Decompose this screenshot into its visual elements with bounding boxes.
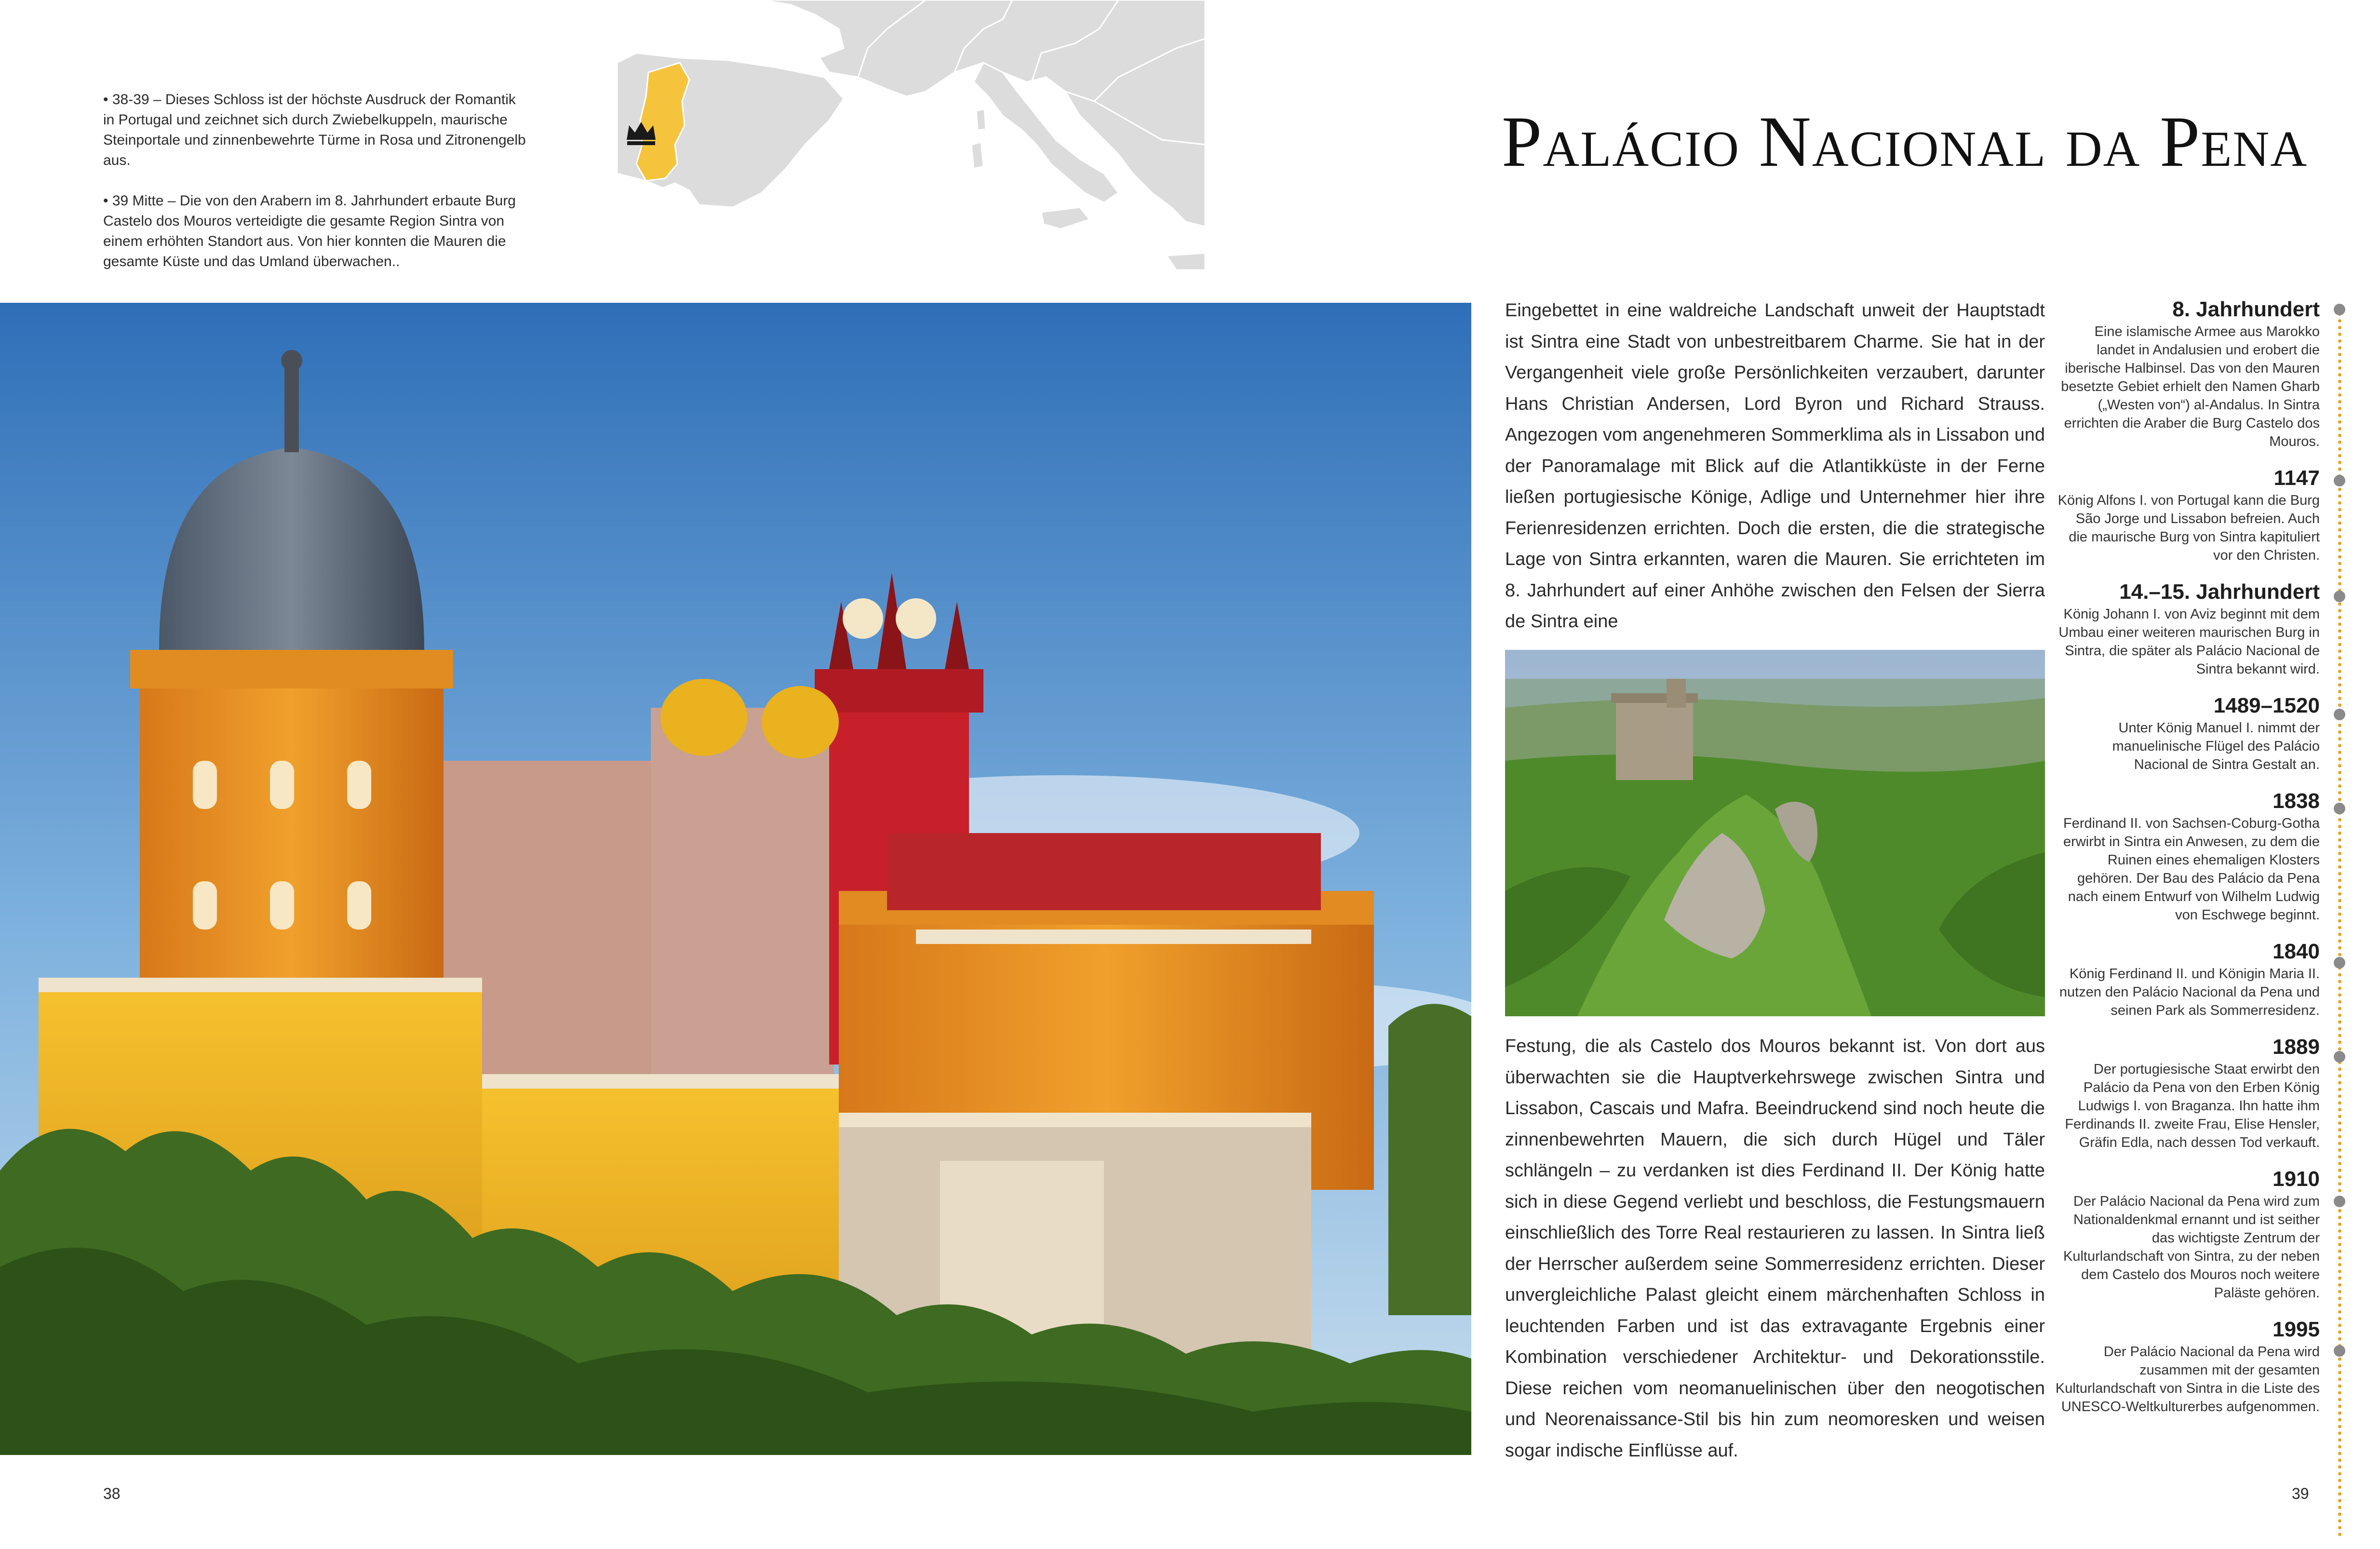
timeline-entry <box>2055 1166 2320 1302</box>
timeline-text: König Ferdinand II. und Königin Maria II. nutzen den Palácio Nacional da Pena und seinen Park als Sommerresidenz. <box>2059 966 2320 1018</box>
europe-locator-map <box>617 0 1205 282</box>
timeline-text: König Alfons I. von Portugal kann die Burg São Jorge und Lissabon befreien. Auch die maurische Burg von Sintra kapituliert vor den Christen. <box>2057 493 2320 563</box>
timeline-dot <box>2334 475 2345 486</box>
timeline-year: 14.–15. Jahrhundert <box>2119 580 2320 604</box>
timeline-entry <box>2055 788 2320 924</box>
timeline-text: Der Palácio Nacional da Pena wird zusammen mit der gesamten Kulturlandschaft von Sintra in die Liste des UNESCO-Weltkulturerbes aufgenommen. <box>2055 1344 2320 1414</box>
caption-main-photo: • 38-39 – Dieses Schloss ist der höchste Ausdruck der Romantik in Portugal und zeichnet sich durch Zwiebelkuppeln, maurische Steinportale und zinnenbewehrte Türme in Rosa und Zitronengelb aus. <box>103 92 526 168</box>
timeline-entry <box>2055 939 2320 1020</box>
timeline-dot <box>2334 304 2345 315</box>
timeline-dot <box>2334 957 2345 969</box>
timeline-entry <box>2055 465 2320 565</box>
timeline-year: 1889 <box>2272 1035 2320 1059</box>
timeline-entry <box>2055 693 2320 774</box>
body-text-part-2: Festung, die als Castelo dos Mouros bekannt ist. Von dort aus überwachten sie die Hauptverkehrswege zwischen Sintra und Lissabon, Cascais und Mafra. Beeindruckend sind noch heute die zinnenbewehrten Mauern, die sich durch Hügel und Täler schlängeln – zu verdanken ist dies Ferdinand II. Der König hatte sich in diese Gegend verliebt und beschloss, die Festungsmauern einschließlich des Torre Real restaurieren zu lassen. In Sintra ließ der Herrscher außerdem seine Sommerresidenz errichten. Dieser unvergleichliche Palast gleicht einem märchenhaften Schloss in leuchtenden Farben und ist das extravagante Ergebnis einer Kombination verschiedener Architektur- und Dekorationsstile. Diese reichen vom neomanuelinischen über den neogotischen und Neorenaissance-Stil bis hin zum neomoresken und weisen sogar indische Einflüsse auf. <box>1505 1036 2045 1461</box>
timeline-text: Der Palácio Nacional da Pena wird zum Nationaldenkmal ernannt und ist seither das wichtigste Zentrum der Kulturlandschaft von Sintra, zu der neben dem Castelo dos Mouros noch weitere Paläste gehören. <box>2063 1194 2320 1301</box>
timeline-year: 1995 <box>2272 1318 2320 1341</box>
page-title: Palácio Nacional da Pena <box>1502 102 2308 182</box>
timeline-year: 1840 <box>2272 940 2320 963</box>
pena-palace-photo <box>0 303 1471 1455</box>
timeline-year: 1489–1520 <box>2213 694 2320 717</box>
timeline-entry <box>2055 1317 2320 1416</box>
caption-inset-photo: • 39 Mitte – Die von den Arabern im 8. Jahrhundert erbaute Burg Castelo dos Mouros verteidigte die gesamte Region Sintra von einem erhöhten Standort aus. Von hier konnten die Mauren die gesamte Küste und das Umland überwachen.. <box>103 193 516 269</box>
timeline-year: 8. Jahrhundert <box>2172 297 2320 321</box>
crown-icon <box>624 118 658 147</box>
timeline-year: 1147 <box>2273 466 2320 490</box>
timeline-text: Unter König Manuel I. nimmt der manuelinische Flügel des Palácio Nacional de Sintra Gestalt an. <box>2112 720 2320 772</box>
timeline-year: 1910 <box>2272 1167 2320 1191</box>
timeline-dot <box>2334 1345 2345 1357</box>
timeline-dot <box>2334 803 2345 814</box>
timeline-text: Der portugiesische Staat erwirbt den Palácio da Pena von den Erben König Ludwigs I. von Braganza. Ihn hatte ihm Ferdinands II. zweite Frau, Elise Hensler, Gräfin Edla, nach dessen Tod verkauft. <box>2065 1062 2320 1150</box>
history-timeline <box>2055 296 2320 1430</box>
page-number-right: 39 <box>2292 1485 2309 1502</box>
timeline-entry <box>2055 1034 2320 1152</box>
timeline-text: Eine islamische Armee aus Marokko landet in Andalusien und erobert die iberische Halbinsel. Das von den Mauren besetzte Gebiet erhielt den Namen Gharb („Westen von“) al-Andalus. In Sintra errichten die Araber die Burg Castelo dos Mouros. <box>2061 324 2320 449</box>
timeline-entry <box>2055 579 2320 678</box>
timeline-entry <box>2055 296 2320 451</box>
timeline-dot <box>2334 709 2345 720</box>
castelo-dos-mouros-photo <box>1505 650 2045 1016</box>
body-text-part-1: Eingebettet in eine waldreiche Landschaft unweit der Hauptstadt ist Sintra eine Stadt von unbestreitbarem Charme. Sie hat in der Vergangenheit viele große Persönlichkeiten verzaubert, darunter Hans Christian Andersen, Lord Byron und Richard Strauss. Angezogen vom angenehmeren Sommerklima als in Lissabon und der Panoramalage mit Blick auf die Atlantikküste in der Ferne ließen portugiesische Könige, Adlige und Unternehmer hier ihre Ferienresidenzen errichten. Doch die ersten, die die strategische Lage von Sintra erkannten, waren die Mauren. Sie errichteten im 8. Jahrhundert auf einer Anhöhe zwischen den Felsen der Sierra de Sintra eine <box>1505 300 2045 632</box>
timeline-dot <box>2334 1051 2345 1063</box>
timeline-text: König Johann I. von Aviz beginnt mit dem Umbau einer weiteren maurischen Burg in Sintra, die später als Palácio Nacional de Sintra bekannt wird. <box>2058 606 2320 677</box>
timeline-dot <box>2334 591 2345 602</box>
photo-captions <box>103 90 527 292</box>
timeline-year: 1838 <box>2272 789 2320 813</box>
timeline-text: Ferdinand II. von Sachsen-Coburg-Gotha erwirbt in Sintra ein Anwesen, zu dem die Ruinen eines ehemaligen Klosters gehören. Der Bau des Palácio da Pena nach einem Entwurf von Wilhelm Ludwig von Eschwege beginnt. <box>2063 816 2320 923</box>
timeline-dot <box>2334 1196 2345 1207</box>
page-number-left: 38 <box>103 1485 121 1502</box>
